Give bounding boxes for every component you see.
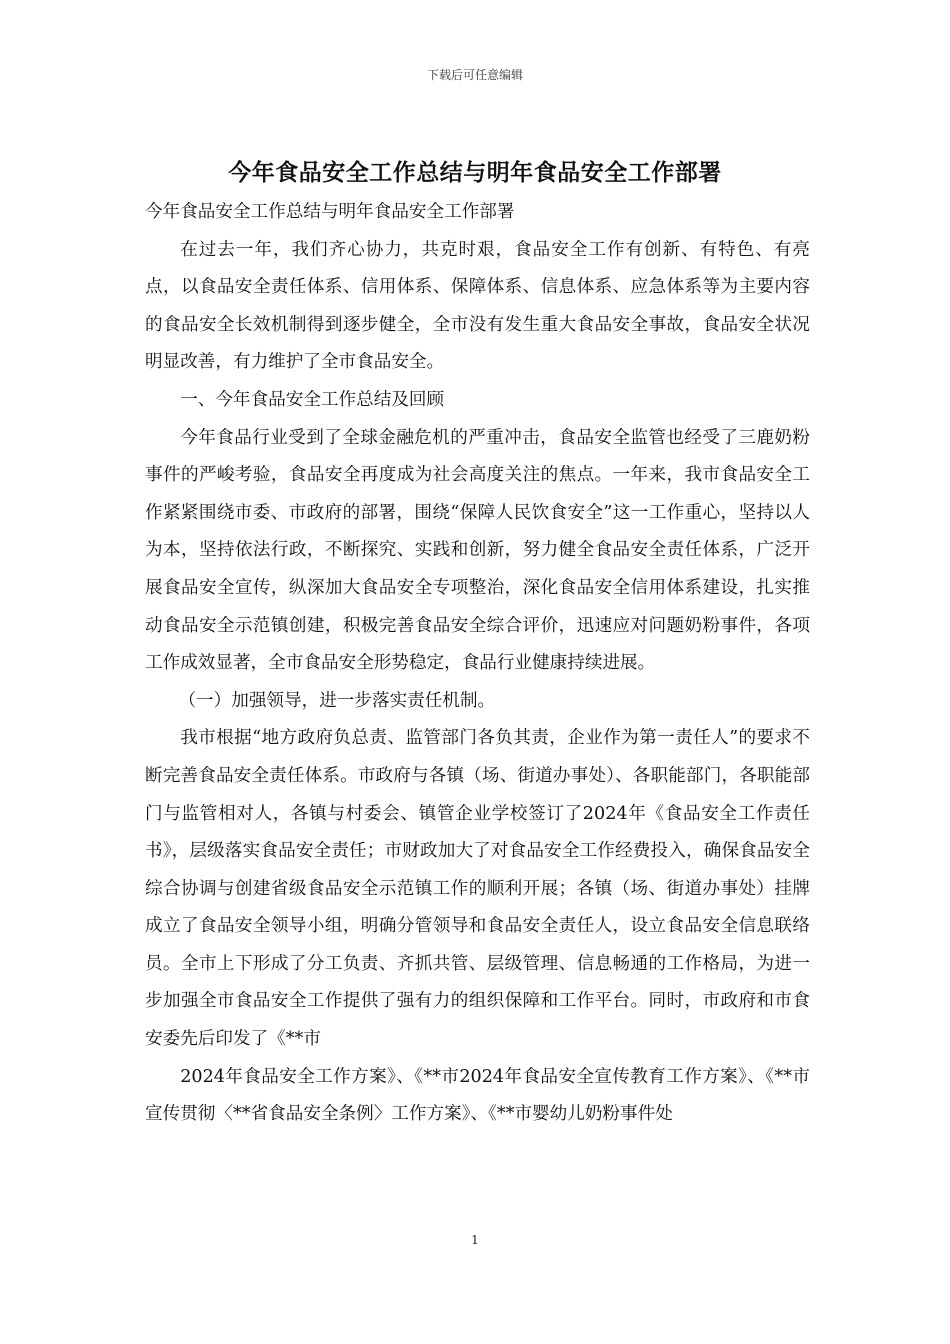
intro-paragraph: 在过去一年，我们齐心协力，共克时艰，食品安全工作有创新、有特色、有亮点，以食品安全责任体系、信用体系、保障体系、信息体系、应急体系等为主要内容的食品安全长效机制得到逐步健全，全市没有发生重大食品安全事故，食品安全状况明显改善，有力维护了全市食品安全。 [145, 239, 810, 373]
plans-paragraph: 2024年食品安全工作方案》、《**市2024年食品安全宣传教育工作方案》、《**市宣传贯彻〈**省食品安全条例〉工作方案》、《**市婴幼儿奶粉事件处 [145, 1066, 810, 1125]
page-number: 1 [471, 1233, 479, 1247]
section-heading: 一、今年食品安全工作总结及回顾 [180, 389, 445, 410]
subtitle-paragraph: 今年食品安全工作总结与明年食品安全工作部署 [145, 202, 515, 222]
page-header-note: 下载后可任意编辑 [426, 68, 523, 82]
document-body [145, 194, 810, 1134]
document-title: 今年食品安全工作总结与明年食品安全工作部署 [228, 160, 722, 186]
subsection-heading: （一）加强领导，进一步落实责任机制。 [178, 690, 496, 711]
responsibility-paragraph: 我市根据“地方政府负总责、监管部门各负其责，企业作为第一责任人”的要求不断完善食品安全责任体系。市政府与各镇（场、街道办事处）、各职能部门，各职能部门与监管相对人，各镇与村委会、镇管企业学校签订了2024年《食品安全工作责任书》，层级落实食品安全责任；市财政加大了对食品安全工作经费投入，确保食品安全综合协调与创建省级食品安全示范镇工作的顺利开展；各镇（场、街道办事处）挂牌成立了食品安全领导小组，明确分管领导和食品安全责任人，设立食品安全信息联络员。全市上下形成了分工负责、齐抓共管、层级管理、信息畅通的工作格局，为进一步加强全市食品安全工作提供了强有力的组织保障和工作平台。同时，市政府和市食安委先后印发了《**市 [145, 728, 810, 1050]
summary-paragraph: 今年食品行业受到了全球金融危机的严重冲击，食品安全监管也经受了三鹿奶粉事件的严峻考验，食品安全再度成为社会高度关注的焦点。一年来，我市食品安全工作紧紧围绕市委、市政府的部署，围绕“保障人民饮食安全”这一工作重心，坚持以人为本，坚持依法行政，不断探究、实践和创新，努力健全食品安全责任体系，广泛开展食品安全宣传，纵深加大食品安全专项整治，深化食品安全信用体系建设，扎实推动食品安全示范镇创建，积极完善食品安全综合评价，迅速应对问题奶粉事件，各项工作成效显著，全市食品安全形势稳定，食品行业健康持续进展。 [145, 427, 810, 674]
